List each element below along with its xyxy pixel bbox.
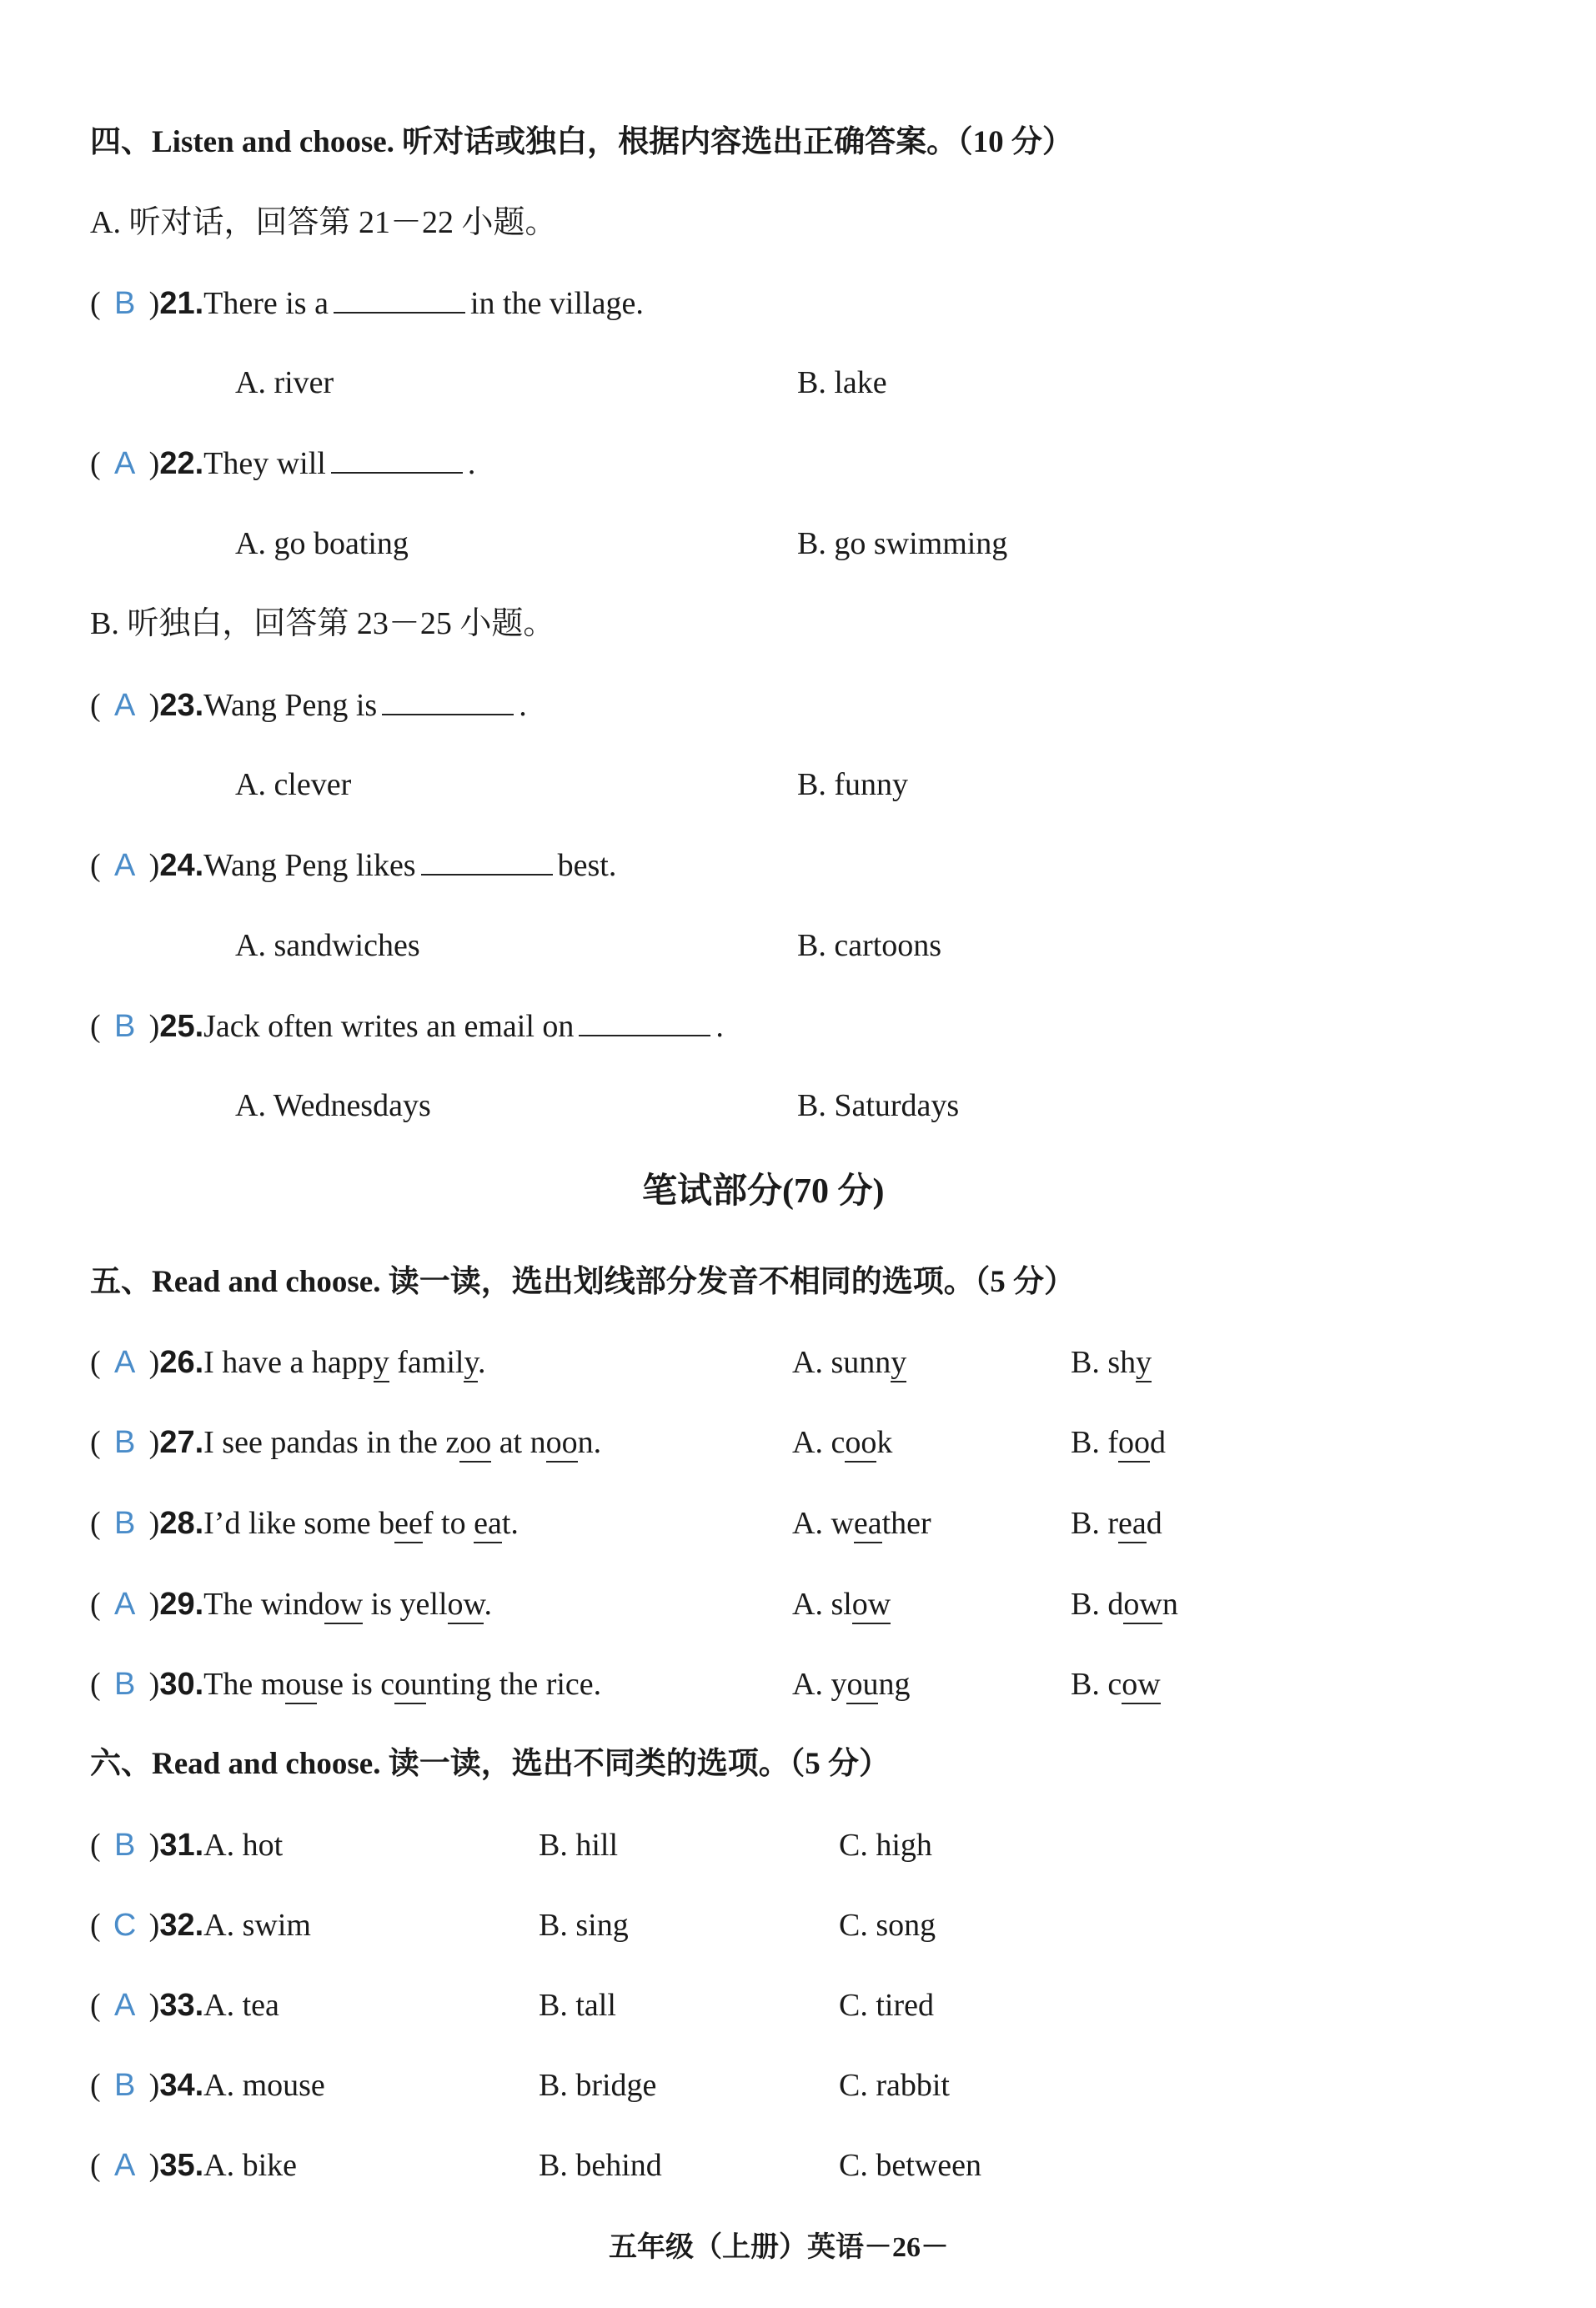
option-28-a: A. weather — [792, 1508, 931, 1539]
answer-34: B — [113, 2068, 136, 2103]
part-a-instruction: A. 听对话，回答第 21－22 小题。 — [90, 205, 557, 240]
question-number: 27. — [159, 1425, 204, 1460]
question-number: 31. — [159, 1828, 204, 1863]
option-30-a: A. young — [792, 1668, 910, 1700]
answer-35: A — [113, 2148, 136, 2183]
question-number: 22. — [159, 446, 204, 481]
question-31: ( B )31.A. hot — [90, 1828, 284, 1863]
option-21-b: B. lake — [797, 365, 887, 400]
question-23: ( A )23.Wang Peng is . — [90, 688, 527, 723]
question-24: ( A )24.Wang Peng likes best. — [90, 848, 617, 883]
question-29: ( A )29.The window is yellow. — [90, 1588, 492, 1620]
answer-28: B — [113, 1506, 136, 1541]
option-33-c: C. tired — [839, 1988, 934, 2023]
option-23-a: A. clever — [235, 767, 352, 802]
option-31-b: B. hill — [539, 1828, 619, 1863]
option-34-c: C. rabbit — [839, 2068, 950, 2103]
answer-21: B — [113, 286, 136, 321]
option-27-b: B. food — [1071, 1427, 1166, 1458]
question-25: ( B )25.Jack often writes an email on . — [90, 1009, 724, 1044]
question-35: ( A )35.A. bike — [90, 2148, 298, 2183]
answer-25: B — [113, 1009, 136, 1044]
section-6-heading: 六、Read and choose. 读一读，选出不同类的选项。（5 分） — [90, 1747, 890, 1781]
option-26-a: A. sunny — [792, 1347, 906, 1378]
question-28: ( B )28.I’d like some beef to eat. — [90, 1508, 519, 1539]
answer-23: A — [113, 688, 136, 723]
option-34-b: B. bridge — [539, 2068, 657, 2103]
answer-29: A — [113, 1587, 136, 1622]
answer-blank — [421, 849, 553, 876]
question-number: 23. — [159, 688, 204, 723]
option-21-a: A. river — [235, 365, 334, 400]
answer-22: A — [113, 446, 136, 481]
section-4-heading: 四、Listen and choose. 听对话或独白，根据内容选出正确答案。（10 分） — [90, 125, 1073, 159]
option-31-c: C. high — [839, 1828, 932, 1863]
answer-26: A — [113, 1345, 136, 1380]
question-33: ( A )33.A. tea — [90, 1988, 279, 2023]
question-32: ( C )32.A. swim — [90, 1908, 311, 1943]
answer-30: B — [113, 1667, 136, 1702]
question-number: 25. — [159, 1009, 204, 1044]
option-35-b: B. behind — [539, 2148, 662, 2183]
answer-blank — [334, 287, 465, 314]
question-number: 32. — [159, 1908, 204, 1943]
answer-27: B — [113, 1425, 136, 1460]
answer-31: B — [113, 1828, 136, 1863]
question-27: ( B )27.I see pandas in the zoo at noon. — [90, 1427, 601, 1458]
section-5-heading: 五、Read and choose. 读一读，选出划线部分发音不相同的选项。（5 分） — [90, 1265, 1075, 1299]
question-number: 24. — [159, 848, 204, 883]
option-24-a: A. sandwiches — [235, 928, 420, 963]
option-25-a: A. Wednesdays — [235, 1088, 431, 1123]
option-29-a: A. slow — [792, 1588, 891, 1620]
option-32-b: B. sing — [539, 1908, 629, 1943]
option-29-b: B. down — [1071, 1588, 1178, 1620]
option-26-b: B. shy — [1071, 1347, 1152, 1378]
question-number: 21. — [159, 286, 204, 321]
option-30-b: B. cow — [1071, 1668, 1161, 1700]
written-part-title: 笔试部分(70 分) — [642, 1172, 885, 1211]
option-22-a: A. go boating — [235, 526, 409, 561]
option-25-b: B. Saturdays — [797, 1088, 960, 1123]
question-26: ( A )26.I have a happy family. — [90, 1347, 486, 1378]
question-21: ( B )21.There is a in the village. — [90, 286, 644, 321]
question-number: 26. — [159, 1345, 204, 1380]
option-23-b: B. funny — [797, 767, 908, 802]
question-34: ( B )34.A. mouse — [90, 2068, 325, 2103]
answer-33: A — [113, 1988, 136, 2023]
option-33-b: B. tall — [539, 1988, 616, 2023]
option-27-a: A. cook — [792, 1427, 892, 1458]
option-22-b: B. go swimming — [797, 526, 1008, 561]
question-number: 33. — [159, 1988, 204, 2023]
answer-blank — [579, 1010, 710, 1036]
option-32-c: C. song — [839, 1908, 936, 1943]
question-30: ( B )30.The mouse is counting the rice. — [90, 1668, 601, 1700]
answer-blank — [382, 689, 514, 715]
question-number: 30. — [159, 1667, 204, 1702]
option-28-b: B. read — [1071, 1508, 1162, 1539]
question-number: 34. — [159, 2068, 204, 2103]
question-number: 29. — [159, 1587, 204, 1622]
option-35-c: C. between — [839, 2148, 981, 2183]
part-b-instruction: B. 听独白，回答第 23－25 小题。 — [90, 606, 555, 641]
option-24-b: B. cartoons — [797, 928, 942, 963]
question-number: 35. — [159, 2148, 204, 2183]
question-22: ( A )22.They will . — [90, 446, 476, 481]
answer-blank — [331, 447, 463, 474]
answer-24: A — [113, 848, 136, 883]
question-number: 28. — [159, 1506, 204, 1541]
page-footer: 五年级（上册）英语－26－ — [609, 2232, 949, 2263]
answer-32: C — [113, 1908, 137, 1943]
